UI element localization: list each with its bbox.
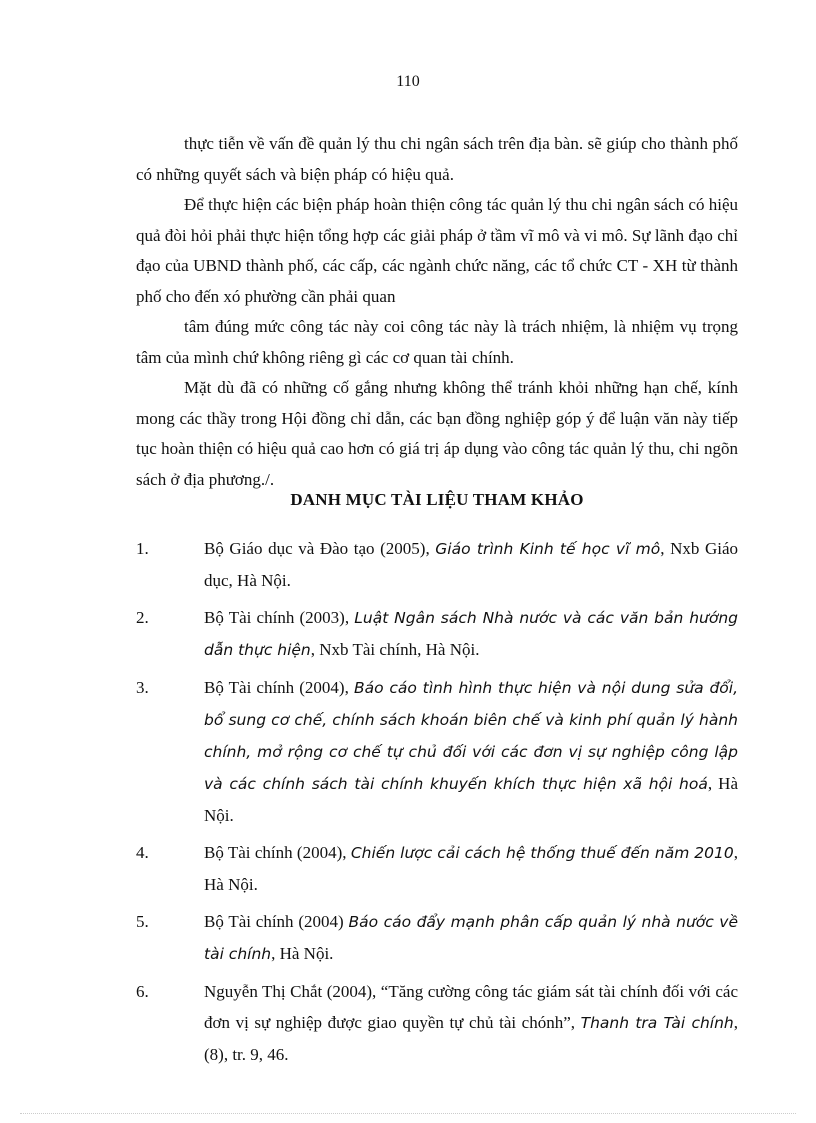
reference-title: Chiến lược cải cách hệ thống thuế đến năm 2010 bbox=[350, 844, 734, 862]
body-text bbox=[136, 129, 738, 495]
reference-number: 1. bbox=[136, 539, 149, 558]
reference-text bbox=[204, 906, 738, 970]
reference-item bbox=[136, 533, 738, 596]
references-list bbox=[136, 533, 738, 1076]
reference-title: Thanh tra Tài chính bbox=[580, 1014, 734, 1032]
paragraph: Để thực hiện các biện pháp hoàn thiện công tác quản lý thu chi ngân sách có hiệu quả đòi hỏi phải thực hiện tổng hợp các giải pháp ở tầm vĩ mô và vi mô. Sự lãnh đạo chỉ đạo của UBND thành phố, các cấp, các ngành chức năng, các tổ chức CT - XH từ thành phố cho đến xó phường cần phải quan bbox=[136, 195, 738, 306]
reference-title: Báo cáo tình hình thực hiện và nội dung sửa đổi, bổ sung cơ chế, chính sách khoán biên chế và kinh phí quản lý hành chính, mở rộng cơ chế tự chủ đối với các đơn vị sự nghiệp công lập và các chính sách tài chính khuyến khích thực hiện xã hội hoá bbox=[204, 679, 738, 793]
reference-title: Giáo trình Kinh tế học vĩ mô bbox=[435, 540, 661, 558]
reference-text bbox=[204, 976, 738, 1070]
reference-item bbox=[136, 672, 738, 831]
reference-text bbox=[204, 672, 738, 831]
reference-title: Luật Ngân sách Nhà nước và các văn bản hướng dẫn thực hiện bbox=[204, 609, 738, 659]
paragraph: Mặt dù đã có những cố gắng nhưng không thể tránh khỏi những hạn chế, kính mong các thầy trong Hội đồng chỉ dẫn, các bạn đồng nghiệp góp ý để luận văn này tiếp tục hoàn thiện có hiệu quả cao hơn có giá trị áp dụng vào công tác quản lý thu, chi ngõn sách ở địa phương./. bbox=[136, 378, 738, 489]
reference-author: Bộ Giáo dục và Đào tạo (2005), bbox=[204, 539, 436, 558]
reference-number: 4. bbox=[136, 843, 149, 862]
reference-text bbox=[204, 837, 738, 900]
reference-publisher: , Nxb Tài chính, Hà Nội. bbox=[310, 640, 480, 659]
page-number: 110 bbox=[396, 73, 420, 90]
reference-item bbox=[136, 976, 738, 1070]
paragraph: tâm đúng mức công tác này coi công tác này là trách nhiệm, là nhiệm vụ trọng tâm của mình chứ không riêng gì các cơ quan tài chính. bbox=[136, 317, 738, 367]
reference-item bbox=[136, 906, 738, 970]
reference-author: Bộ Tài chính (2004), bbox=[204, 843, 351, 862]
reference-title: Báo cáo đẩy mạnh phân cấp quản lý nhà nước về tài chính bbox=[204, 913, 738, 963]
reference-author: Nguyễn Thị Chắt (2004), “Tăng cường công tác giám sát tài chính đối với các đơn vị sự nghiệp được giao quyền tự chủ tài chónh”, bbox=[204, 982, 738, 1032]
reference-number: 5. bbox=[136, 912, 149, 931]
page-bottom-divider bbox=[20, 1113, 796, 1114]
reference-text bbox=[204, 533, 738, 596]
reference-author: Bộ Tài chính (2004), bbox=[204, 678, 354, 697]
reference-author: Bộ Tài chính (2004) bbox=[204, 912, 349, 931]
reference-number: 2. bbox=[136, 608, 149, 627]
reference-publisher: , (8), tr. 9, 46. bbox=[204, 1013, 738, 1064]
reference-text bbox=[204, 602, 738, 666]
paragraph: thực tiễn về vấn đề quản lý thu chi ngân sách trên địa bàn. sẽ giúp cho thành phố có những quyết sách và biện pháp có hiệu quả. bbox=[136, 134, 738, 184]
reference-author: Bộ Tài chính (2003), bbox=[204, 608, 355, 627]
reference-publisher: , Hà Nội. bbox=[204, 843, 739, 894]
reference-number: 6. bbox=[136, 982, 149, 1001]
reference-item bbox=[136, 602, 738, 666]
reference-publisher: , Nxb Giáo dục, Hà Nội. bbox=[204, 539, 739, 590]
reference-item bbox=[136, 837, 738, 900]
reference-number: 3. bbox=[136, 678, 149, 697]
reference-publisher: , Hà Nội. bbox=[204, 774, 738, 825]
reference-publisher: , Hà Nội. bbox=[271, 944, 334, 963]
references-heading: DANH MỤC TÀI LIỆU THAM KHẢO bbox=[290, 490, 584, 509]
